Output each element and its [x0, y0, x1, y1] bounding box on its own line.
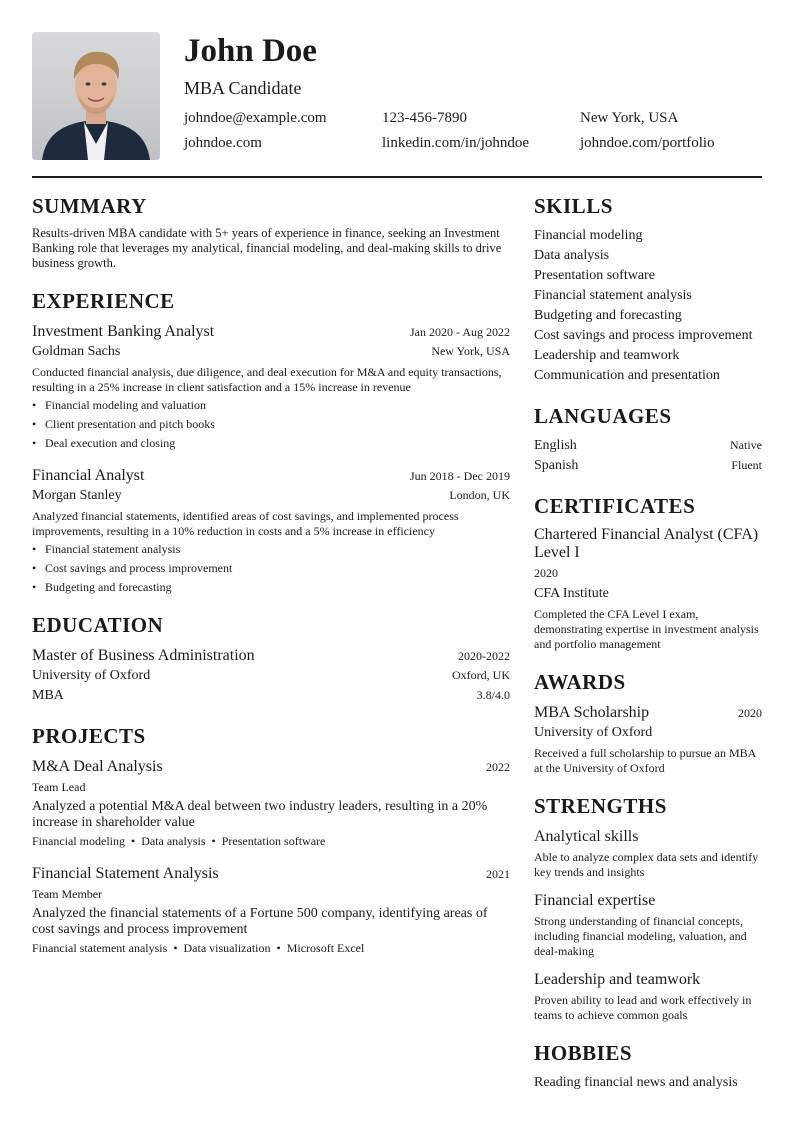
candidate-title: MBA Candidate — [184, 78, 302, 98]
project-name: Financial Statement Analysis — [32, 865, 219, 882]
strength-description: Strong understanding of financial concepts, including financial modeling, valuation, and deal-making — [534, 914, 747, 958]
list-item: Communication and presentation — [534, 368, 720, 383]
language-level: Fluent — [731, 458, 762, 472]
project-role: Team Member — [32, 887, 103, 901]
contact-info — [184, 108, 762, 153]
email-link[interactable]: johndoe@example.com — [184, 110, 327, 126]
skills-section — [534, 192, 762, 386]
project-name: M&A Deal Analysis — [32, 758, 163, 775]
award-issuer: University of Oxford — [534, 725, 653, 740]
language-name: English — [534, 438, 577, 453]
hobbies-section — [534, 1039, 762, 1093]
job-bullets — [32, 398, 510, 451]
job-company: Morgan Stanley — [32, 488, 122, 503]
job-bullets — [32, 542, 510, 595]
phone-number: 123-456-7890 — [382, 110, 467, 126]
list-item: • Client presentation and pitch books — [32, 417, 510, 432]
section-heading: PROJECTS — [32, 724, 146, 748]
hobbies-text: Reading financial news and analysis — [534, 1075, 738, 1090]
tag: Financial modeling — [32, 834, 125, 848]
language-name: Spanish — [534, 458, 579, 473]
section-heading: CERTIFICATES — [534, 494, 696, 518]
strength-name: Financial expertise — [534, 892, 656, 909]
list-item: Cost savings and process improvement — [534, 328, 753, 343]
job-description: Analyzed financial statements, identified areas of cost savings, and implemented process improvements, resulting in a 10% reduction in costs and a 5% increase in efficiency — [32, 509, 459, 538]
job-entry — [32, 321, 510, 451]
language-level: Native — [730, 438, 762, 452]
list-item: Data analysis — [534, 248, 610, 263]
list-item: Financial modeling — [534, 228, 643, 243]
tag: Data analysis — [141, 834, 206, 848]
project-year: 2021 — [486, 867, 510, 881]
certificates-section — [534, 492, 762, 652]
list-item: • Budgeting and forecasting — [32, 580, 510, 595]
section-heading: EXPERIENCE — [32, 289, 175, 313]
section-heading: SKILLS — [534, 194, 613, 218]
resume-header — [32, 32, 762, 160]
strengths-section — [534, 792, 762, 1023]
section-heading: AWARDS — [534, 670, 626, 694]
projects-section — [32, 722, 510, 956]
project-description: Analyzed a potential M&A deal between two industry leaders, resulting in a 20% increase in shareholder value — [32, 799, 488, 830]
list-item: • Cost savings and process improvement — [32, 561, 510, 576]
gpa: 3.8/4.0 — [476, 688, 510, 702]
list-item: • Financial statement analysis — [32, 542, 510, 557]
project-entry — [32, 756, 510, 849]
portfolio-link[interactable]: johndoe.com/portfolio — [580, 135, 715, 151]
header-divider — [32, 176, 762, 178]
award-year: 2020 — [738, 706, 762, 720]
certificate-description: Completed the CFA Level I exam, demonstrating expertise in investment analysis and portfolio management — [534, 607, 759, 651]
project-description: Analyzed the financial statements of a Fortune 500 company, identifying areas of cost savings and process improvement — [32, 906, 488, 937]
certificate-year: 2020 — [534, 566, 558, 580]
project-tags: Financial modeling • Data analysis • Presentation software — [32, 834, 326, 848]
section-heading: HOBBIES — [534, 1041, 633, 1065]
list-item: • Financial modeling and valuation — [32, 398, 510, 413]
summary-text: Results-driven MBA candidate with 5+ years of experience in finance, seeking an Investment Banking role that leverages my analytical, financial modeling, and deal-making skills to drive business growth. — [32, 226, 502, 270]
certificate-name: Chartered Financial Analyst (CFA) Level I — [534, 526, 759, 561]
program-name: MBA — [32, 688, 64, 703]
website-link[interactable]: johndoe.com — [184, 135, 262, 151]
award-name: MBA Scholarship — [534, 704, 650, 721]
award-description: Received a full scholarship to pursue an MBA at the University of Oxford — [534, 746, 756, 775]
job-location: London, UK — [449, 488, 510, 502]
tag: Presentation software — [221, 834, 326, 848]
strength-description: Proven ability to lead and work effectively in teams to achieve common goals — [534, 993, 752, 1022]
right-column — [534, 192, 762, 1109]
profile-photo — [32, 32, 160, 160]
list-item: • Deal execution and closing — [32, 436, 510, 451]
strength-description: Able to analyze complex data sets and identify key trends and insights — [534, 850, 759, 879]
strength-entry — [534, 890, 762, 959]
awards-section — [534, 668, 762, 776]
tag: Microsoft Excel — [286, 941, 365, 955]
experience-section — [32, 287, 510, 595]
school-location: Oxford, UK — [452, 668, 510, 682]
tag: Financial statement analysis — [32, 941, 168, 955]
certificate-issuer: CFA Institute — [534, 586, 609, 601]
skills-list — [534, 226, 762, 386]
job-dates: Jan 2020 - Aug 2022 — [410, 325, 510, 339]
project-tags: Financial statement analysis • Data visualization • Microsoft Excel — [32, 941, 365, 955]
school-name: University of Oxford — [32, 668, 151, 683]
job-entry — [32, 465, 510, 595]
job-role: Financial Analyst — [32, 467, 145, 484]
job-role: Investment Banking Analyst — [32, 323, 215, 340]
section-heading: LANGUAGES — [534, 404, 672, 428]
project-entry — [32, 863, 510, 956]
job-dates: Jun 2018 - Dec 2019 — [410, 469, 510, 483]
summary-section — [32, 192, 510, 271]
project-role: Team Lead — [32, 780, 86, 794]
list-item: Financial statement analysis — [534, 288, 692, 303]
linkedin-link[interactable]: linkedin.com/in/johndoe — [382, 135, 530, 151]
languages-section — [534, 402, 762, 476]
job-location: New York, USA — [431, 344, 510, 358]
list-item: Budgeting and forecasting — [534, 308, 682, 323]
education-section — [32, 611, 510, 706]
job-company: Goldman Sachs — [32, 344, 121, 359]
location: New York, USA — [580, 110, 679, 126]
section-heading: STRENGTHS — [534, 794, 667, 818]
strength-entry — [534, 826, 762, 880]
section-heading: SUMMARY — [32, 194, 147, 218]
strength-name: Analytical skills — [534, 828, 639, 845]
project-year: 2022 — [486, 760, 510, 774]
education-dates: 2020-2022 — [458, 649, 510, 663]
tag: Data visualization — [183, 941, 271, 955]
job-description: Conducted financial analysis, due diligence, and deal execution for M&A and equity transactions, resulting in a 25% increase in client satisfaction and a 15% increase in revenue — [32, 365, 502, 394]
strength-name: Leadership and teamwork — [534, 971, 701, 988]
list-item: Presentation software — [534, 268, 655, 283]
degree-name: Master of Business Administration — [32, 647, 255, 664]
section-heading: EDUCATION — [32, 613, 164, 637]
candidate-name: John Doe — [184, 33, 317, 69]
left-column — [32, 192, 510, 972]
strength-entry — [534, 969, 762, 1023]
list-item: Leadership and teamwork — [534, 348, 680, 363]
